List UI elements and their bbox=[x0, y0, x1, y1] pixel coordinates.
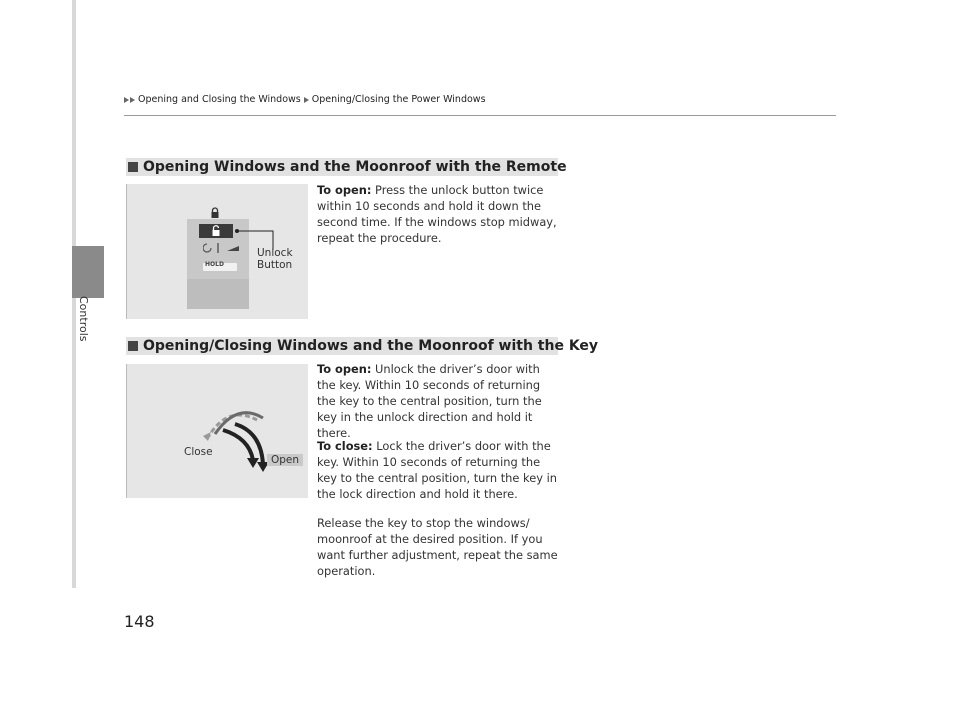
remote-figure bbox=[126, 184, 308, 319]
unlock-label-line2: Button bbox=[257, 259, 293, 271]
open-label: Open bbox=[267, 454, 303, 466]
page-number: 148 bbox=[124, 612, 155, 631]
hold-indicator bbox=[203, 263, 237, 271]
breadcrumb bbox=[124, 94, 486, 105]
key-open-text: Unlock the driver’s door with the key. Within 10 seconds of returning the key to the central position, turn the key in the unlock direction and hold it there. bbox=[317, 362, 542, 440]
lock-icon bbox=[209, 207, 221, 219]
breadcrumb-item-2[interactable]: Opening/Closing the Power Windows bbox=[311, 94, 486, 105]
square-bullet-icon bbox=[128, 162, 138, 172]
remote-open-lead: To open: bbox=[317, 183, 372, 197]
header-rule bbox=[124, 115, 836, 116]
remote-open-text: Press the unlock button twice within 10 seconds and hold it down the second time. If the windows stop midway, repeat the procedure. bbox=[317, 183, 557, 245]
side-tab-label bbox=[70, 296, 110, 356]
unlock-button-label bbox=[257, 247, 293, 271]
close-label: Close bbox=[184, 446, 213, 458]
breadcrumb-separator-icon bbox=[304, 97, 309, 103]
remote-fob-lower bbox=[187, 279, 249, 309]
key-figure bbox=[126, 364, 308, 498]
key-close-paragraph bbox=[317, 438, 562, 502]
breadcrumb-arrow-icon bbox=[124, 97, 129, 103]
square-bullet-icon bbox=[128, 341, 138, 351]
remote-open-paragraph bbox=[317, 182, 562, 246]
side-tab-rail-top bbox=[72, 0, 76, 246]
key-close-lead: To close: bbox=[317, 439, 373, 453]
key-open-lead: To open: bbox=[317, 362, 372, 376]
breadcrumb-item-1[interactable]: Opening and Closing the Windows bbox=[138, 94, 301, 105]
key-close-text: Lock the driver’s door with the key. Within 10 seconds of returning the key to the central position, turn the key in the lock direction and hold it there. bbox=[317, 439, 557, 501]
breadcrumb-arrow-icon bbox=[130, 97, 135, 103]
section-heading-remote-text: Opening Windows and the Moonroof with the Remote bbox=[143, 159, 567, 175]
section-heading-remote bbox=[126, 158, 567, 176]
unlock-label-line1: Unlock bbox=[257, 247, 293, 259]
section-heading-key bbox=[126, 337, 599, 355]
unlock-icon bbox=[210, 225, 222, 237]
side-tab-marker bbox=[72, 246, 104, 298]
section-heading-key-text: Opening/Closing Windows and the Moonroof with the Key bbox=[143, 338, 599, 354]
hold-text: HOLD bbox=[205, 261, 224, 268]
side-tab-label-text: Controls bbox=[77, 296, 90, 342]
release-paragraph: Release the key to stop the windows/ moonroof at the desired position. If you want further adjustment, repeat the same operation. bbox=[317, 516, 558, 578]
key-open-paragraph bbox=[317, 361, 562, 441]
